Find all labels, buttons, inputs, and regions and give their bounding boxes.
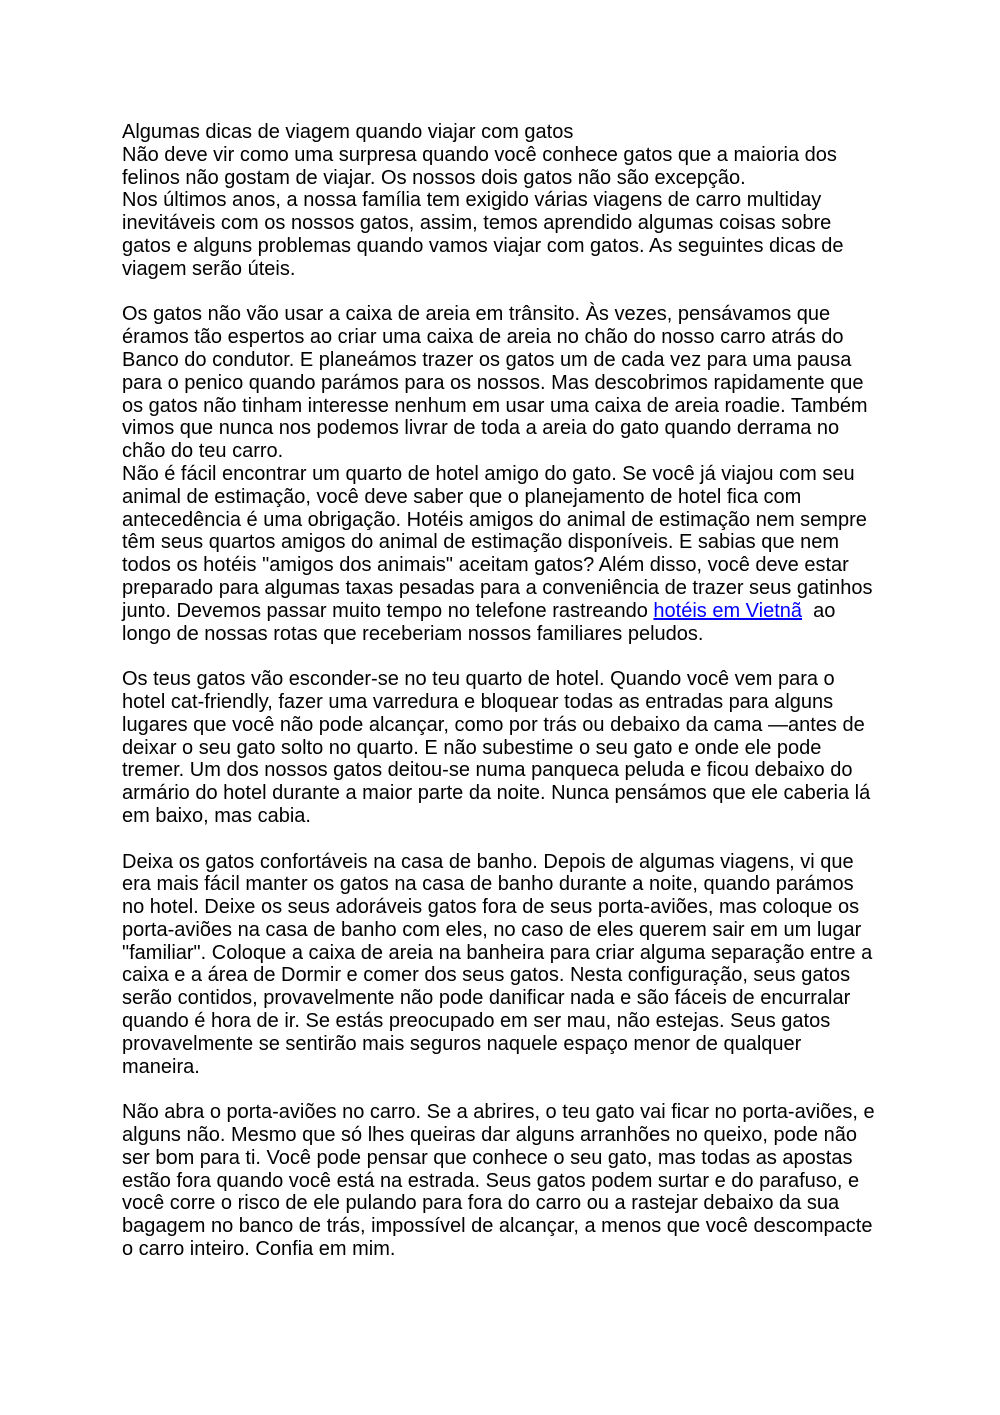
paragraph-recent-years: Nos últimos anos, a nossa família tem exigido várias viagens de carro multiday inevitáveis com os nossos gatos, assim, temos aprendido algumas coisas sobre gatos e alguns problemas quando vamos viajar com gatos. As seguintes dicas de viagem serão úteis. — [122, 189, 844, 280]
paragraph-hotel-planning — [122, 463, 878, 645]
paragraph-text-before-link: Não é fácil encontrar um quarto de hotel amigo do gato. Se você já viajou com seu animal de estimação, você deve saber que o planejamento de hotel fica com antecedência é uma obrigação. Hotéis amigos do animal de estimação nem sempre têm seus quartos amigos do animal de estimação disponíveis. E sabias que nem todos os hotéis "amigos dos animais" aceitam gatos? Além disso, você deve estar preparado para algumas taxas pesadas para a conveniência de trazer seus gatinhos junto. Devemos passar muito tempo no telefone rastreando — [122, 462, 873, 622]
doc-title: Algumas dicas de viagem quando viajar com gatos — [122, 121, 574, 143]
paragraph-cats-hide: Os teus gatos vão esconder-se no teu quarto de hotel. Quando você vem para o hotel cat-friendly, fazer uma varredura e bloquear todas as entradas para alguns lugares que você não pode alcançar, como por trás ou debaixo da cama —antes de deixar o seu gato solto no quarto. E não subestime o seu gato e onde ele pode tremer. Um dos nossos gatos deitou-se numa panqueca peluda e ficou debaixo do armário do hotel durante a maior parte da noite. Nunca pensámos que ele caberia lá em baixo, mas cabia. — [122, 668, 871, 827]
paragraph-litter-box: Os gatos não vão usar a caixa de areia em trânsito. Às vezes, pensávamos que éramos tão espertos ao criar uma caixa de areia no chão do nosso carro atrás do Banco do condutor. E planeámos trazer os gatos um de cada vez para uma pausa para o penico quando parámos para os nossos. Mas descobrimos rapidamente que os gatos não tinham interesse nenhum em usar uma caixa de areia roadie. Também vimos que nunca nos podemos livrar de toda a areia do gato quando derrama no chão do teu carro. — [122, 303, 868, 463]
vietnam-hotels-link[interactable]: hotéis em Vietnã — [653, 599, 803, 622]
paragraph-intro: Não deve vir como uma surpresa quando você conhece gatos que a maioria dos felinos não gostam de viajar. Os nossos dois gatos não são excepção. — [122, 143, 837, 189]
paragraph-text-after-link: ao longo de nossas rotas que receberiam nossos familiares peludos. — [122, 599, 836, 645]
paragraph-bathroom: Deixa os gatos confortáveis na casa de banho. Depois de algumas viagens, vi que era mais fácil manter os gatos na casa de banho durante a noite, quando parámos no hotel. Deixe os seus adoráveis gatos fora de seus porta-aviões, mas coloque os porta-aviões na casa de banho com eles, no caso de eles querem sair em um lugar "familiar". Coloque a caixa de areia na banheira para criar alguma separação entre a caixa e a área de Dormir e comer dos seus gatos. Nesta configuração, seus gatos serão contidos, provavelmente não pode danificar nada e são fáceis de encurralar quando é hora de ir. Se estás preocupado em ser mau, não estejas. Seus gatos provavelmente se sentirão mais seguros naquele espaço menor de qualquer maneira. — [122, 850, 873, 1078]
paragraph-carrier: Não abra o porta-aviões no carro. Se a abrires, o teu gato vai ficar no porta-aviões, e alguns não. Mesmo que só lhes queiras dar alguns arranhões no queixo, pode não ser bom para ti. Você pode pensar que conhece o seu gato, mas todas as apostas estão fora quando você está na estrada. Seus gatos podem surtar e do parafuso, e você corre o risco de ele pulando para fora do carro ou a rastejar debaixo da sua bagagem no banco de trás, impossível de alcançar, a menos que você descompacte o carro inteiro. Confia em mim. — [122, 1101, 875, 1261]
